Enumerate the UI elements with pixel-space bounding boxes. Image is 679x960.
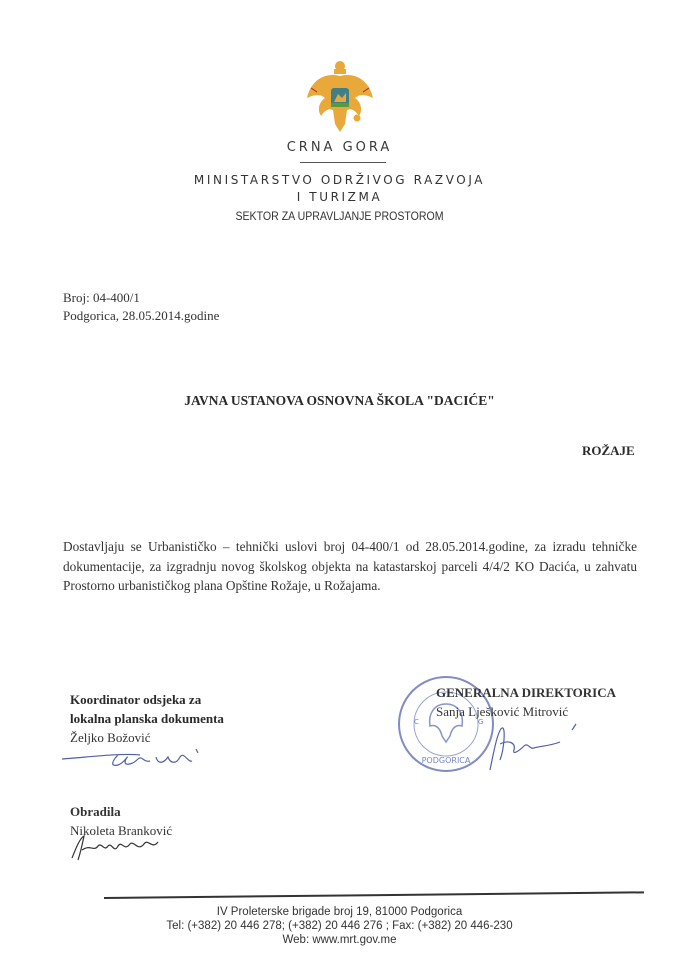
recipient-city: ROŽAJE <box>582 443 635 458</box>
place-date: Podgorica, 28.05.2014.godine <box>63 308 220 323</box>
header-divider <box>300 162 386 163</box>
coordinator-signature-block <box>70 690 224 747</box>
ministry-line-2: I TURIZMA <box>296 190 383 204</box>
letter-body: Dostavljaju se Urbanističko – tehnički uslovi broj 04-400/1 od 28.05.2014.godine, za izradu tehničke dokumentacije, za izgradnju novog školskog objekta na katastarskoj parceli 4/4/2 KO Dacića, u zahvatu Prostorno urbanističkog plana Opštine Rožaje, u Rožajama. <box>63 539 637 593</box>
processed-by-title: Obradila <box>70 804 121 819</box>
footer-divider <box>104 891 644 899</box>
ministry-line-1: MINISTARSTVO ODRŽIVOG RAZVOJA <box>193 173 486 187</box>
coordinator-name: Željko Božović <box>70 730 151 745</box>
director-name: Sanja Lješković Mitrović <box>436 704 569 719</box>
processor-handwritten-signature-icon <box>68 832 168 862</box>
ministry-name <box>0 172 679 206</box>
footer-contact <box>0 905 679 947</box>
footer-web[interactable]: Web: www.mrt.gov.me <box>282 934 397 946</box>
reference-number: Broj: 04-400/1 <box>63 290 140 305</box>
footer-address: IV Proleterske brigade broj 19, 81000 Podgorica <box>216 906 463 918</box>
svg-text:G: G <box>478 718 484 726</box>
svg-text:C: C <box>414 718 419 726</box>
director-handwritten-signature-icon <box>480 720 590 775</box>
coat-of-arms-icon <box>305 58 375 136</box>
director-title: GENERALNA DIREKTORICA <box>436 685 616 700</box>
handwritten-signature-icon <box>60 745 210 775</box>
coordinator-title-2: lokalna planska dokumenta <box>70 711 224 726</box>
country-name: CRNA GORA <box>286 140 393 155</box>
recipient-name: JAVNA USTANOVA OSNOVNA ŠKOLA "DACIĆE" <box>184 393 495 408</box>
director-signature-block <box>436 683 616 721</box>
reference-block <box>63 289 219 325</box>
sector-name: SEKTOR ZA UPRAVLJANJE PROSTOROM <box>235 211 444 223</box>
footer-phones: Tel: (+382) 20 446 278; (+382) 20 446 276 ; Fax: (+382) 20 446-230 <box>166 920 513 932</box>
processed-by-name: Nikoleta Branković <box>70 823 173 838</box>
svg-text:PODGORICA: PODGORICA <box>421 756 471 765</box>
coordinator-title-1: Koordinator odsjeka za <box>70 692 202 707</box>
